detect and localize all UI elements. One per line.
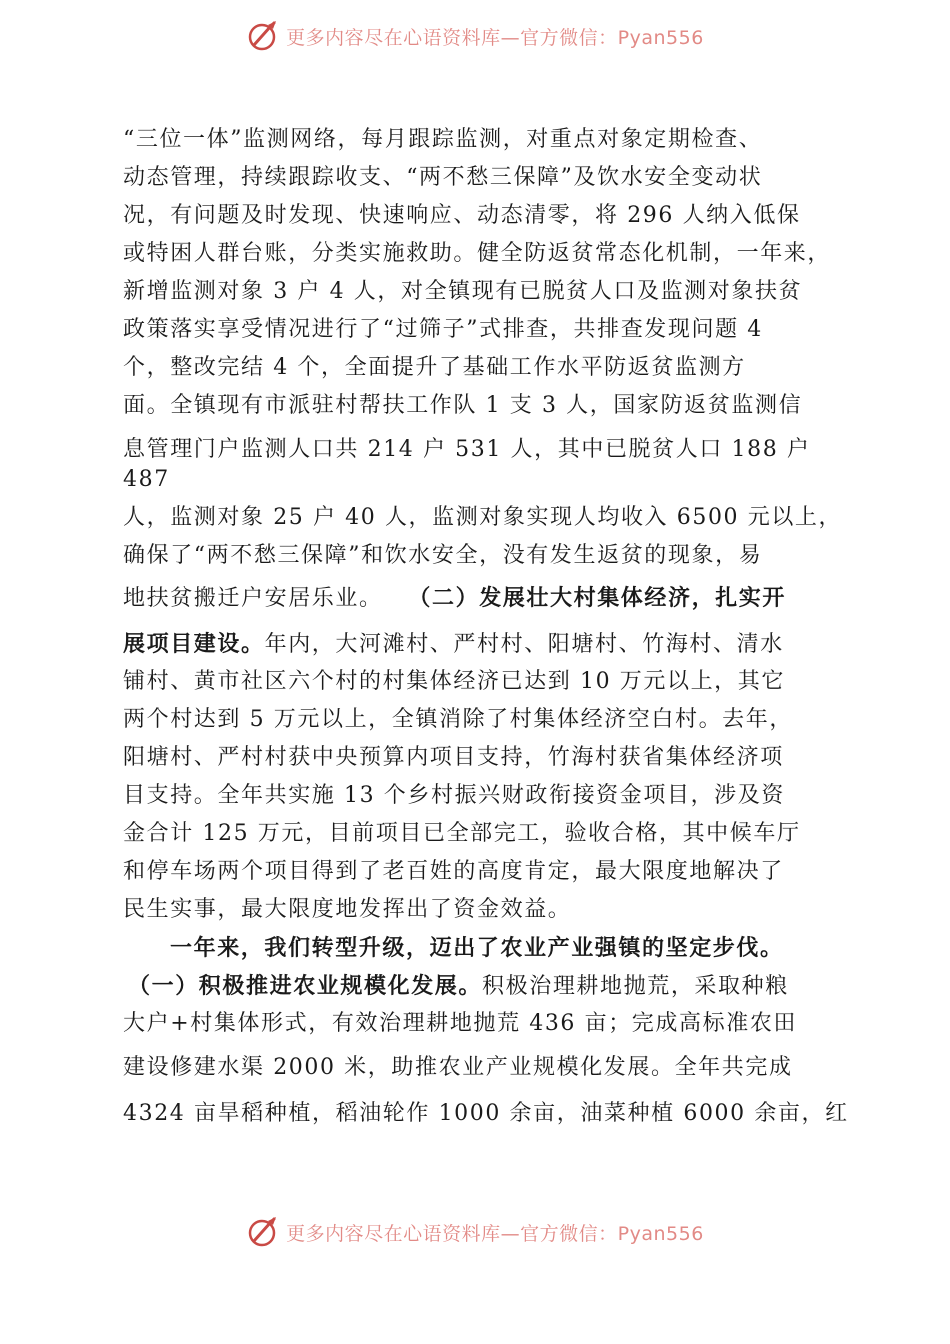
text-line-with-heading	[123, 630, 784, 659]
text-line: 阳塘村、严村村获中央预算内项目支持，竹海村获省集体经济项	[123, 745, 784, 770]
text-segment: 积极治理耕地抛荒，采取种粮	[482, 974, 789, 999]
section-heading-part2: 展项目建设。	[123, 631, 265, 657]
text-line: 面。全镇现有市派驻村帮扶工作队 1 支 3 人，国家防返贫监测信	[123, 393, 803, 418]
text-line: “三位一体”监测网络，每月跟踪监测，对重点对象定期检查、	[123, 127, 763, 152]
text-line-with-heading	[128, 972, 789, 1001]
text-line: 铺村、黄市社区六个村的村集体经济已达到 10 万元以上，其它	[123, 669, 785, 694]
text-line: 新增监测对象 3 户 4 人，对全镇现有已脱贫人口及监测对象扶贫	[123, 279, 803, 304]
text-line: 或特困人群台账，分类实施救助。健全防返贫常态化机制，一年来，	[123, 241, 832, 266]
watermark-text: 更多内容尽在心语资料库—官方微信：Pyan556	[286, 1222, 704, 1245]
text-line: 487	[123, 467, 170, 492]
text-line: 民生实事，最大限度地发挥出了资金效益。	[123, 897, 572, 922]
section-heading-part1: （二）发展壮大村集体经济，扎实开	[408, 585, 786, 611]
text-line: 人，监测对象 25 户 40 人，监测对象实现人均收入 6500 元以上，	[123, 505, 843, 530]
text-line: 和停车场两个项目得到了老百姓的高度肯定，最大限度地解决了	[123, 859, 784, 884]
text-segment: 年内，大河滩村、严村村、阳塘村、竹海村、清水	[264, 632, 784, 657]
text-line: 金合计 125 万元，目前项目已全部完工，验收合格，其中候车厅	[123, 821, 801, 846]
text-line: 况，有问题及时发现、快速响应、动态清零，将 296 人纳入低保	[123, 203, 801, 228]
footer-watermark	[0, 1212, 950, 1252]
text-line: 两个村达到 5 万元以上，全镇消除了村集体经济空白村。去年，	[123, 707, 793, 732]
watermark-logo-icon	[246, 1215, 280, 1249]
text-line: 建设修建水渠 2000 米，助推农业产业规模化发展。全年共完成	[123, 1055, 793, 1080]
text-segment: 地扶贫搬迁户安居乐业。	[123, 586, 383, 611]
text-line: 目支持。全年共实施 13 个乡村振兴财政衔接资金项目，涉及资	[123, 783, 785, 808]
text-line: 政策落实享受情况进行了“过筛子”式排查，共排查发现问题 4	[123, 317, 763, 342]
section-heading: 一年来，我们转型升级，迈出了农业产业强镇的坚定步伐。	[170, 935, 784, 961]
text-line: 大户+村集体形式，有效治理耕地抛荒 436 亩；完成高标准农田	[123, 1011, 798, 1036]
text-line: 个，整改完结 4 个，全面提升了基础工作水平防返贫监测方	[123, 355, 746, 380]
sub-heading: （一）积极推进农业规模化发展。	[128, 973, 483, 999]
text-line: 确保了“两不愁三保障”和饮水安全，没有发生返贫的现象，易	[123, 543, 763, 568]
text-line-with-heading	[123, 584, 786, 613]
text-line: 4324 亩旱稻种植，稻油轮作 1000 余亩，油菜种植 6000 余亩，红	[123, 1101, 849, 1126]
text-line: 息管理门户监测人口共 214 户 531 人，其中已脱贫人口 188 户	[123, 437, 811, 462]
watermark-text: 更多内容尽在心语资料库—官方微信：Pyan556	[286, 26, 704, 49]
text-line: 动态管理，持续跟踪收支、“两不愁三保障”及饮水安全变动状	[123, 165, 763, 190]
